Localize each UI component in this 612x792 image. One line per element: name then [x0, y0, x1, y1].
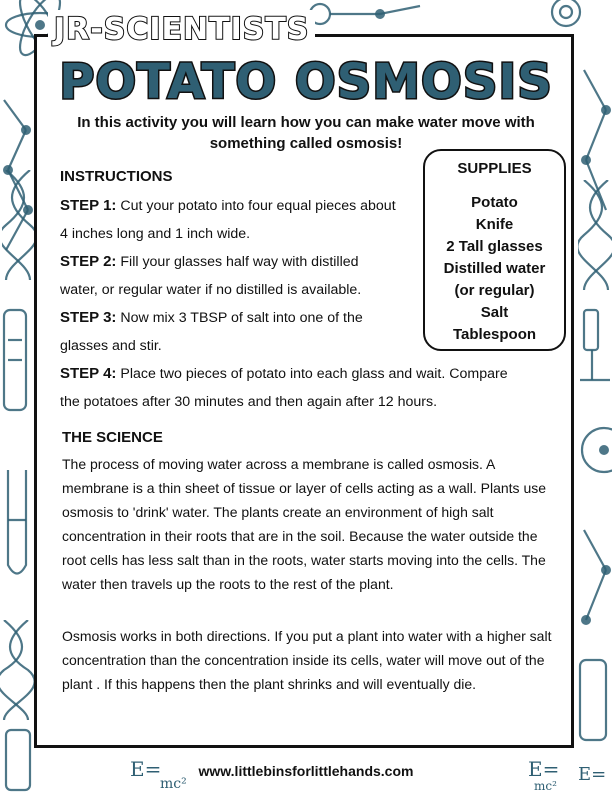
- supply-item: Potato: [471, 194, 518, 211]
- science-paragraph-2: Osmosis works in both directions. If you put a plant into water with a higher salt concentration than the concentration inside its cells, water will move out of the plant . If this happens then the plant shrinks and will eventually die.: [62, 628, 552, 692]
- step-label: STEP 2:: [60, 253, 117, 270]
- supply-item: (or regular): [454, 282, 535, 299]
- supply-item: 2 Tall glasses: [446, 238, 543, 255]
- supply-item: Knife: [475, 216, 514, 233]
- page-title: POTATO OSMOSIS: [59, 54, 553, 110]
- atom-icon: [578, 410, 612, 490]
- step-text: 4 inches long and 1 inch wide.: [60, 226, 251, 242]
- supplies-list: [425, 192, 564, 346]
- supplies-box: [423, 149, 566, 351]
- supplies-title: SUPPLIES: [457, 160, 532, 177]
- step-text: glasses and stir.: [60, 338, 162, 354]
- series-kicker: JR-SCIENTISTS: [48, 10, 315, 50]
- dna-icon: [0, 620, 34, 720]
- step-text: Place two pieces of potato into each glass and wait. Compare: [120, 366, 508, 382]
- science-heading: THE SCIENCE: [62, 429, 163, 446]
- microscope-icon: [520, 0, 612, 34]
- footer-url[interactable]: www.littlebinsforlittlehands.com: [193, 763, 420, 779]
- step-label: STEP 4:: [60, 365, 117, 382]
- flask-icon: [300, 0, 430, 34]
- step-text: Cut your potato into four equal pieces about: [120, 198, 396, 214]
- flask-icon: [0, 300, 34, 420]
- instructions-heading: INSTRUCTIONS: [60, 168, 173, 185]
- supply-item: Distilled water: [443, 260, 546, 277]
- svg-text:E=: E=: [528, 757, 560, 781]
- step-2: [60, 248, 420, 304]
- svg-text:E=: E=: [578, 764, 607, 785]
- science-paragraph-1: The process of moving water across a membrane is called osmosis. A membrane is a thin sheet of tissue or layer of cells acting as a wall. Plants use osmosis to 'drink' water. The plants create an environment of high salt concentration in their roots that are in the soil. Because the water outside the root cells has less salt than in the roots, water starts moving into the cells. The water then travels up the roots to the rest of the plant.: [62, 456, 547, 592]
- intro-text: In this activity you will learn how you can make water move with something called osmosis!: [77, 114, 535, 152]
- step-text: Now mix 3 TBSP of salt into one of the: [120, 310, 363, 326]
- step-text: Fill your glasses half way with distilled: [120, 254, 359, 270]
- microscope-icon: [578, 300, 612, 390]
- svg-text:mc²: mc²: [534, 779, 557, 792]
- step-3: [60, 304, 420, 360]
- dna-icon: [2, 170, 34, 280]
- molecule-icon: [578, 520, 612, 630]
- step-label: STEP 1:: [60, 197, 117, 214]
- svg-text:E=: E=: [130, 757, 162, 781]
- step-1: [60, 192, 420, 248]
- step-text: the potatoes after 30 minutes and then again after 12 hours.: [60, 394, 438, 410]
- step-text: water, or regular water if no distilled is available.: [60, 282, 362, 298]
- step-label: STEP 3:: [60, 309, 117, 326]
- svg-text:mc²: mc²: [160, 776, 187, 792]
- supply-item: Salt: [480, 304, 509, 321]
- dna-icon: [578, 180, 612, 290]
- footer: [0, 763, 612, 779]
- supply-item: Tablespoon: [452, 326, 537, 343]
- test-tube-icon: [0, 470, 34, 590]
- step-4: [60, 360, 560, 416]
